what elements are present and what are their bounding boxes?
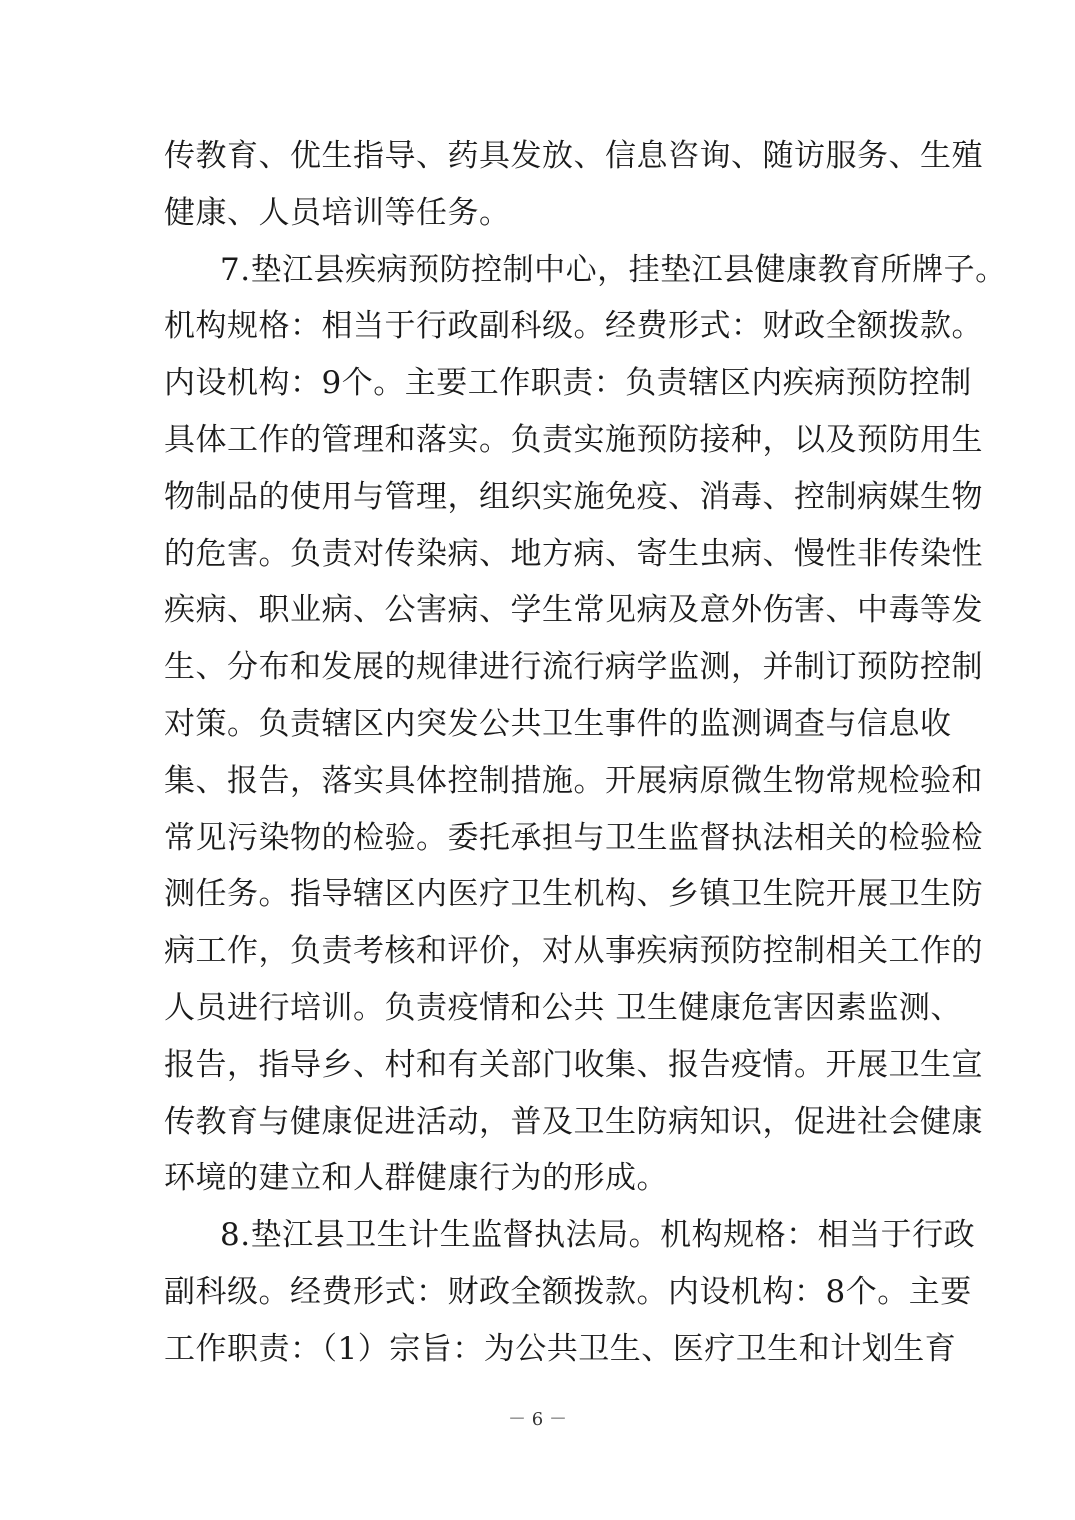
text-line: 人员进行培训。负责疫情和公共 卫生健康危害因素监测、 [164,989,962,1026]
text-line: 病工作，负责考核和评价，对从事疾病预防控制相关工作的 [164,933,983,970]
text-line: 的危害。负责对传染病、地方病、寄生虫病、慢性非传染性 [164,535,983,572]
text-line: 内设机构：9个。主要工作职责：负责辖区内疾病预防控制 [164,365,972,402]
text-line: 具体工作的管理和落实。负责实施预防接种，以及预防用生 [164,421,983,458]
body-text [164,128,1007,1378]
text-line: 副科级。经费形式：财政全额拨款。内设机构：8个。主要 [164,1273,972,1310]
text-line: 7.垫江县疾病预防控制中心，挂垫江县健康教育所牌子。 [220,251,1007,288]
text-line: 机构规格：相当于行政副科级。经费形式：财政全额拨款。 [164,308,983,345]
text-line: 常见污染物的检验。委托承担与卫生监督执法相关的检验检 [164,819,983,856]
text-line: 物制品的使用与管理，组织实施免疫、消毒、控制病媒生物 [164,478,983,515]
text-line: 生、分布和发展的规律进行流行病学监测，并制订预防控制 [164,649,983,686]
text-line: 传教育与健康促进活动，普及卫生防病知识，促进社会健康 [164,1103,983,1140]
text-line: 对策。负责辖区内突发公共卫生事件的监测调查与信息收 [164,705,952,742]
text-line: 8.垫江县卫生计生监督执法局。机构规格：相当于行政 [220,1217,976,1254]
page-number: － 6 － [508,1409,567,1430]
text-line: 健康、人员培训等任务。 [164,194,511,231]
text-line: 工作职责：（1）宗旨：为公共卫生、医疗卫生和计划生育 [164,1330,957,1367]
text-line: 测任务。指导辖区内医疗卫生机构、乡镇卫生院开展卫生防 [164,876,983,913]
text-line: 环境的建立和人群健康行为的形成。 [164,1160,668,1197]
text-line: 报告，指导乡、村和有关部门收集、报告疫情。开展卫生宣 [164,1046,983,1083]
text-line: 集、报告，落实具体控制措施。开展病原微生物常规检验和 [164,762,983,799]
text-line: 疾病、职业病、公害病、学生常见病及意外伤害、中毒等发 [164,592,983,629]
text-line: 传教育、优生指导、药具发放、信息咨询、随访服务、生殖 [164,138,983,174]
